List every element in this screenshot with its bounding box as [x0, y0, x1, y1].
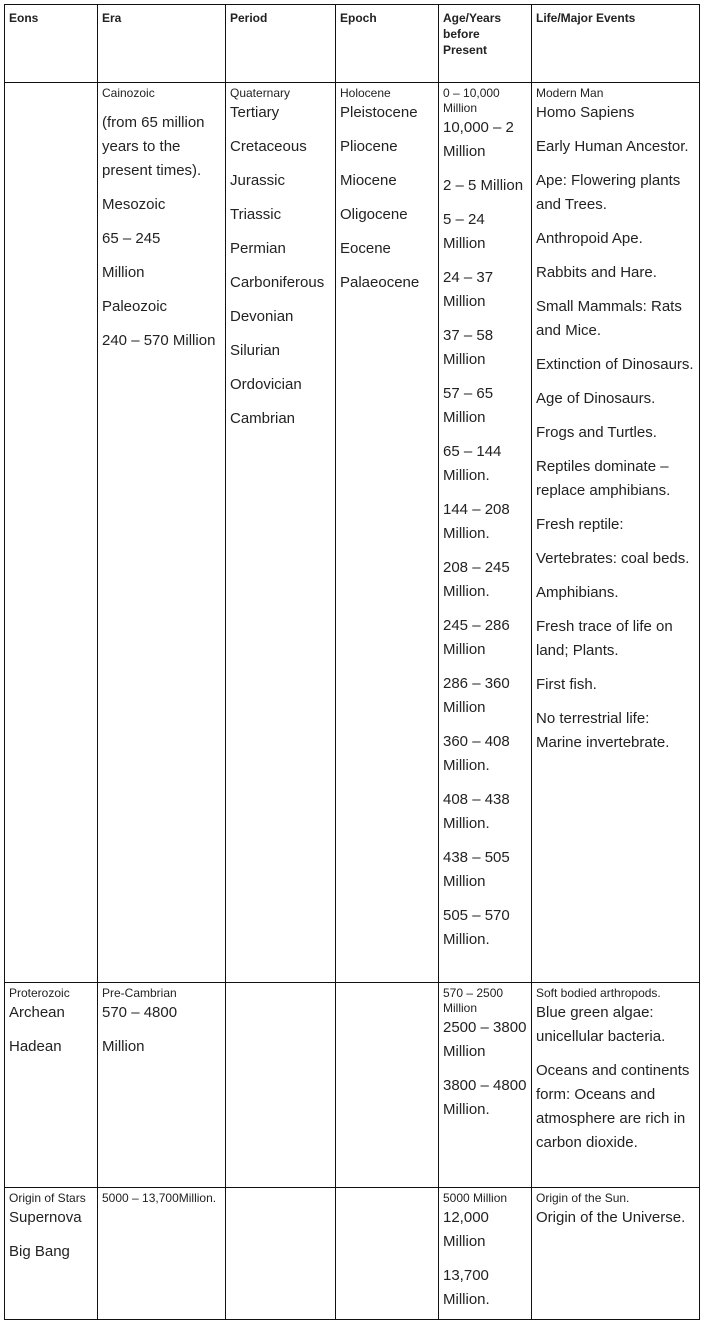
list-item: Devonian	[230, 308, 294, 325]
list-item: Paleozoic	[102, 298, 168, 315]
list-item: Homo Sapiens	[536, 104, 635, 121]
list-item: 2 – 5 Million	[443, 177, 524, 194]
list-item: Eocene	[340, 240, 391, 257]
header-row	[5, 5, 700, 83]
epoch-first: Holocene	[340, 86, 391, 100]
list-item: Cretaceous	[230, 138, 307, 155]
list-item: Million	[102, 1038, 145, 1055]
list-item: Supernova	[9, 1209, 82, 1226]
list-item: Palaeocene	[340, 274, 420, 291]
era-list	[102, 1001, 221, 1059]
list-item: 208 – 245 Million.	[443, 559, 510, 600]
table-row	[5, 1188, 700, 1320]
list-item: 286 – 360 Million	[443, 675, 510, 716]
list-item: Permian	[230, 240, 286, 257]
cell-era	[98, 983, 226, 1188]
life-list	[536, 1001, 695, 1155]
list-item: 2500 – 3800 Million	[443, 1019, 527, 1060]
age-list	[443, 1016, 527, 1122]
table-row	[5, 983, 700, 1188]
list-item: 245 – 286 Million	[443, 617, 510, 658]
list-item: Cambrian	[230, 410, 296, 427]
list-item: Silurian	[230, 342, 281, 359]
life-first: Modern Man	[536, 86, 604, 100]
era-first: Pre-Cambrian	[102, 986, 177, 1000]
list-item: 10,000 – 2 Million	[443, 119, 514, 160]
list-item: Ape: Flowering plants and Trees.	[536, 172, 681, 213]
list-item: Small Mammals: Rats and Mice.	[536, 298, 682, 339]
cell-period-empty	[226, 1188, 336, 1320]
list-item: Extinction of Dinosaurs.	[536, 356, 694, 373]
list-item: 408 – 438 Million.	[443, 791, 510, 832]
era-list	[102, 193, 221, 353]
age-first: 570 – 2500 Million	[443, 986, 504, 1015]
cell-eons	[5, 1188, 98, 1320]
list-item: Early Human Ancestor.	[536, 138, 689, 155]
epoch-list	[340, 101, 434, 295]
cell-eons-empty	[5, 83, 98, 983]
list-item: Reptiles dominate – replace amphibians.	[536, 458, 671, 499]
list-item: Million	[102, 264, 145, 281]
cell-period	[226, 83, 336, 983]
list-item: Tertiary	[230, 104, 280, 121]
cell-epoch-empty	[336, 1188, 439, 1320]
list-item: Hadean	[9, 1038, 62, 1055]
cell-eons	[5, 983, 98, 1188]
list-item: Fresh trace of life on land; Plants.	[536, 618, 673, 659]
cell-life	[532, 983, 700, 1188]
cell-life	[532, 1188, 700, 1320]
table-row	[5, 83, 700, 983]
list-item: Ordovician	[230, 376, 302, 393]
eons-first: Origin of Stars	[9, 1191, 86, 1205]
list-item: Oligocene	[340, 206, 408, 223]
geologic-time-table	[4, 4, 700, 1320]
list-item: 360 – 408 Million.	[443, 733, 510, 774]
list-item: Rabbits and Hare.	[536, 264, 657, 281]
header-life: Life/Major Events	[532, 5, 700, 83]
list-item: 24 – 37 Million	[443, 269, 494, 310]
era-first: 5000 – 13,700Million.	[102, 1191, 217, 1205]
cell-age	[439, 983, 532, 1188]
cell-epoch-empty	[336, 983, 439, 1188]
era-note: (from 65 million years to the present times).	[102, 114, 205, 179]
list-item: 13,700 Million.	[443, 1267, 490, 1308]
list-item: 144 – 208 Million.	[443, 501, 510, 542]
list-item: Miocene	[340, 172, 397, 189]
list-item: Vertebrates: coal beds.	[536, 550, 690, 567]
cell-age	[439, 1188, 532, 1320]
age-list	[443, 116, 527, 952]
header-eons: Eons	[5, 5, 98, 83]
list-item: Anthropoid Ape.	[536, 230, 643, 247]
eons-list	[9, 1001, 93, 1059]
life-list	[536, 101, 695, 755]
list-item: Carboniferous	[230, 274, 325, 291]
list-item: 570 – 4800	[102, 1004, 178, 1021]
list-item: Jurassic	[230, 172, 286, 189]
cell-period-empty	[226, 983, 336, 1188]
list-item: Amphibians.	[536, 584, 619, 601]
header-age: Age/Years before Present	[439, 5, 532, 83]
list-item: 240 – 570 Million	[102, 332, 216, 349]
age-first: 5000 Million	[443, 1191, 508, 1205]
list-item: Pleistocene	[340, 104, 418, 121]
cell-age	[439, 83, 532, 983]
list-item: Archean	[9, 1004, 65, 1021]
era-first: Cainozoic	[102, 86, 155, 100]
list-item: Pliocene	[340, 138, 398, 155]
list-item: 438 – 505 Million	[443, 849, 510, 890]
period-first: Quaternary	[230, 86, 291, 100]
cell-era	[98, 1188, 226, 1320]
header-period: Period	[226, 5, 336, 83]
list-item: 65 – 245	[102, 230, 161, 247]
list-item: Big Bang	[9, 1243, 70, 1260]
list-item: No terrestrial life: Marine invertebrate.	[536, 710, 670, 751]
period-list	[230, 101, 331, 431]
eons-first: Proterozoic	[9, 986, 70, 1000]
age-list	[443, 1206, 527, 1312]
list-item: 65 – 144 Million.	[443, 443, 502, 484]
list-item: First fish.	[536, 676, 597, 693]
list-item: Oceans and continents form: Oceans and atmosphere are rich in carbon dioxide.	[536, 1062, 690, 1151]
list-item: Age of Dinosaurs.	[536, 390, 656, 407]
list-item: Origin of the Universe.	[536, 1209, 686, 1226]
list-item: 12,000 Million	[443, 1209, 489, 1250]
list-item: 57 – 65 Million	[443, 385, 494, 426]
list-item: 505 – 570 Million.	[443, 907, 510, 948]
list-item: Fresh reptile:	[536, 516, 624, 533]
list-item: 5 – 24 Million	[443, 211, 486, 252]
list-item: Triassic	[230, 206, 282, 223]
header-epoch: Epoch	[336, 5, 439, 83]
cell-life	[532, 83, 700, 983]
list-item: Frogs and Turtles.	[536, 424, 657, 441]
list-item: Blue green algae: unicellular bacteria.	[536, 1004, 666, 1045]
header-era: Era	[98, 5, 226, 83]
cell-era	[98, 83, 226, 983]
age-first: 0 – 10,000 Million	[443, 86, 500, 115]
eons-list	[9, 1206, 93, 1264]
list-item: Mesozoic	[102, 196, 166, 213]
life-list	[536, 1206, 695, 1230]
list-item: 3800 – 4800 Million.	[443, 1077, 527, 1118]
life-first: Soft bodied arthropods.	[536, 986, 661, 1000]
cell-epoch	[336, 83, 439, 983]
life-first: Origin of the Sun.	[536, 1191, 630, 1205]
list-item: 37 – 58 Million	[443, 327, 494, 368]
